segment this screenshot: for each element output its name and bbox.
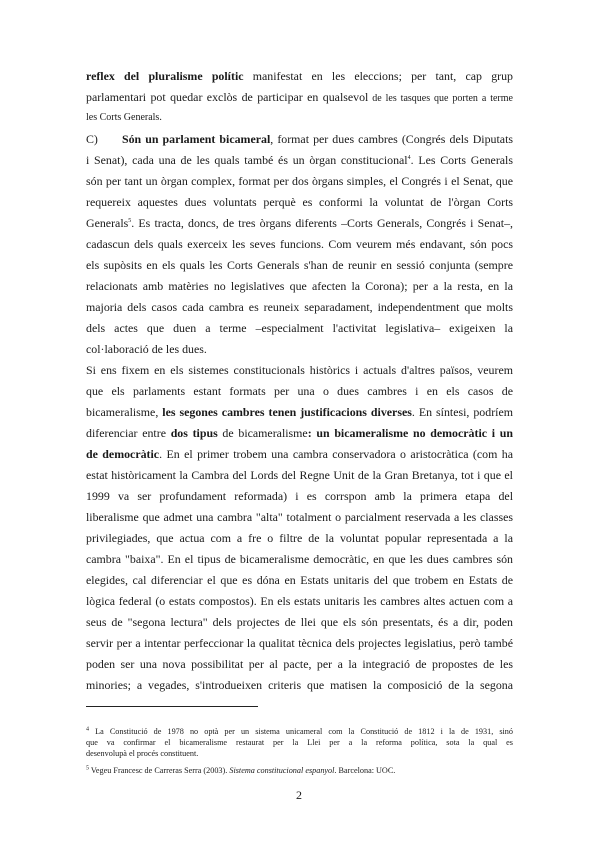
bold-phrase: de democràtic [86, 447, 160, 461]
footnote-4-line [86, 749, 513, 759]
text-span: minories; a vegades, s'introdueixen criteris que matisen la composició de la segona [86, 678, 513, 692]
text-span: majoria dels casos cada cambra es reuneix separadament, independentment que molts [86, 300, 513, 314]
text-line [86, 384, 513, 398]
list-label: C) [86, 132, 98, 146]
text-span: . Barcelona: UOC. [334, 766, 396, 775]
text-span: . En el primer trobem una cambra conservadora o aristocràtica (com ha [159, 447, 513, 461]
text-span: liberalisme que admet una cambra "alta" totalment o parcialment reservada a les classes [86, 510, 513, 524]
text-line [86, 489, 513, 503]
text-span: de les tasques que porten a terme [368, 93, 513, 104]
text-span: . Es tracta, doncs, de tres òrgans diferents –Corts Generals, Congrés i Senat–, [131, 216, 513, 230]
footnote-separator [86, 706, 258, 707]
text-span: bicameralisme, [86, 405, 163, 419]
text-span: La Constitució de 1978 no optà per un sistema unicameral com la Constitució de 1812 i la de 1931, sinó [95, 727, 513, 736]
text-line [86, 405, 513, 419]
text-span: . Les Corts Generals [410, 153, 513, 167]
text-span: elegides, cal diferenciar el que es dóna en Estats unitaris del que trobem en Estats de [86, 573, 513, 587]
text-span: servir per a intentar perfeccionar la qualitat tècnica dels projectes legislatius, però també [86, 636, 513, 650]
text-span: estat històricament la Cambra del Lords del Regne Unit de la Gran Bretanya, tot i que el [86, 468, 513, 482]
text-line [86, 111, 513, 125]
text-line [86, 153, 513, 167]
text-line [86, 279, 513, 293]
text-span: seus de "segona lectura" dels projectes de llei que els són presentats, és a dir, poden [86, 615, 513, 629]
text-span: 1999 va ser profundament reformada) i es corrspon amb la primera etapa del [86, 489, 513, 503]
text-span: lògica federal (o estats compostos). En els estats unitaris les cambres altes actuen com a [86, 594, 513, 608]
text-line [86, 69, 513, 83]
text-span: que els parlaments estant formats per una o dues cambres i en els casos de [86, 384, 513, 398]
text-span: . En síntesi, podríem [411, 405, 513, 419]
footnote-mark: 4 [86, 726, 89, 733]
text-span: que va confirmar el bicameralisme restaurat per la Llei per a la reforma política, sota la qual es [86, 738, 513, 747]
text-line [86, 468, 513, 482]
text-span: són per tant un òrgan complex, format per dos òrgans simples, el Congrés i el Senat, que [86, 174, 513, 188]
text-span: diferenciar entre [86, 426, 171, 440]
text-line [86, 132, 513, 146]
text-line [86, 678, 513, 692]
text-span: les Corts Generals. [86, 112, 162, 123]
text-span: requereix aquestes dues voluntats perquè es conformi la voluntat de l'òrgan Corts [86, 195, 513, 209]
text-line [86, 321, 513, 335]
text-line [86, 657, 513, 671]
text-line [86, 615, 513, 629]
bold-phrase: Són un parlament bicameral [122, 132, 271, 146]
text-line [86, 636, 513, 650]
text-line [86, 447, 513, 461]
text-line [86, 300, 513, 314]
text-line [86, 573, 513, 587]
bold-phrase: reflex del pluralisme polític [86, 69, 244, 83]
text-span: de bicameralisme [217, 426, 308, 440]
text-line [86, 426, 513, 440]
text-line [86, 174, 513, 188]
text-span: Si ens fixem en els sistemes constitucionals històrics i actuals d'altres països, veurem [86, 363, 513, 377]
text-span: Vegeu Francesc de Carreras Serra (2003). [90, 766, 230, 775]
text-line [86, 531, 513, 545]
footnote-mark: 5 [86, 765, 89, 772]
text-span: manifestat en les eleccions; per tant, cap grup [243, 69, 513, 83]
footnote-ref[interactable]: 5 [128, 218, 132, 225]
text-line [86, 342, 513, 356]
text-line [86, 90, 513, 106]
footnote-5 [86, 766, 513, 776]
text-line [86, 510, 513, 524]
text-span: , format per dues cambres (Congrés dels Diputats [270, 132, 514, 146]
text-line [86, 363, 513, 377]
bold-phrase: : un bicameralisme no democràtic i un [307, 426, 514, 440]
text-line [86, 552, 513, 566]
text-span: privilegiades, que actua com a fre o filtre de la voluntat popular representada a la [86, 531, 513, 545]
text-span: poden ser una nova possibilitat per al pacte, per a la integració de propostes de les [86, 657, 513, 671]
text-span: desenvolupà el procés constituent. [86, 749, 199, 758]
text-line [86, 195, 513, 209]
text-span: col·laboració de les dues. [86, 342, 207, 356]
text-span: i Senat), cada una de les quals també és un òrgan constitucional [86, 153, 408, 167]
bold-phrase: dos tipus [170, 426, 218, 440]
page-number: 2 [296, 788, 302, 802]
text-line [86, 258, 513, 272]
book-title: Sistema constitucional espanyol [229, 766, 335, 775]
footnote-ref[interactable]: 4 [407, 155, 411, 162]
text-span: relacionats amb matèries no legislatives que afecten la Corona); per a la resta, en la [86, 279, 513, 293]
text-span: els supòsits en els quals les Corts Generals s'han de reunir en sessió conjunta (sempre [86, 258, 513, 272]
text-span: Generals [86, 216, 129, 230]
text-line [86, 237, 513, 251]
text-line [86, 594, 513, 608]
text-span: cadascun dels quals exerceix les seves funcions. Com veurem més endavant, són pocs [86, 237, 513, 251]
text-line [86, 216, 513, 230]
text-span: dels actes que duen a terme –especialment l'activitat legislativa– exigeixen la [86, 321, 513, 335]
footnote-4-line [86, 738, 513, 748]
bold-phrase: les segones cambres tenen justificacions diverses [162, 405, 412, 419]
footnote-4 [86, 727, 513, 737]
text-span: parlamentari pot quedar exclòs de participar en qualsevol [86, 90, 369, 104]
text-span: cambra "baixa". En el tipus de bicameralisme democràtic, en que les dues cambres són [86, 552, 513, 566]
